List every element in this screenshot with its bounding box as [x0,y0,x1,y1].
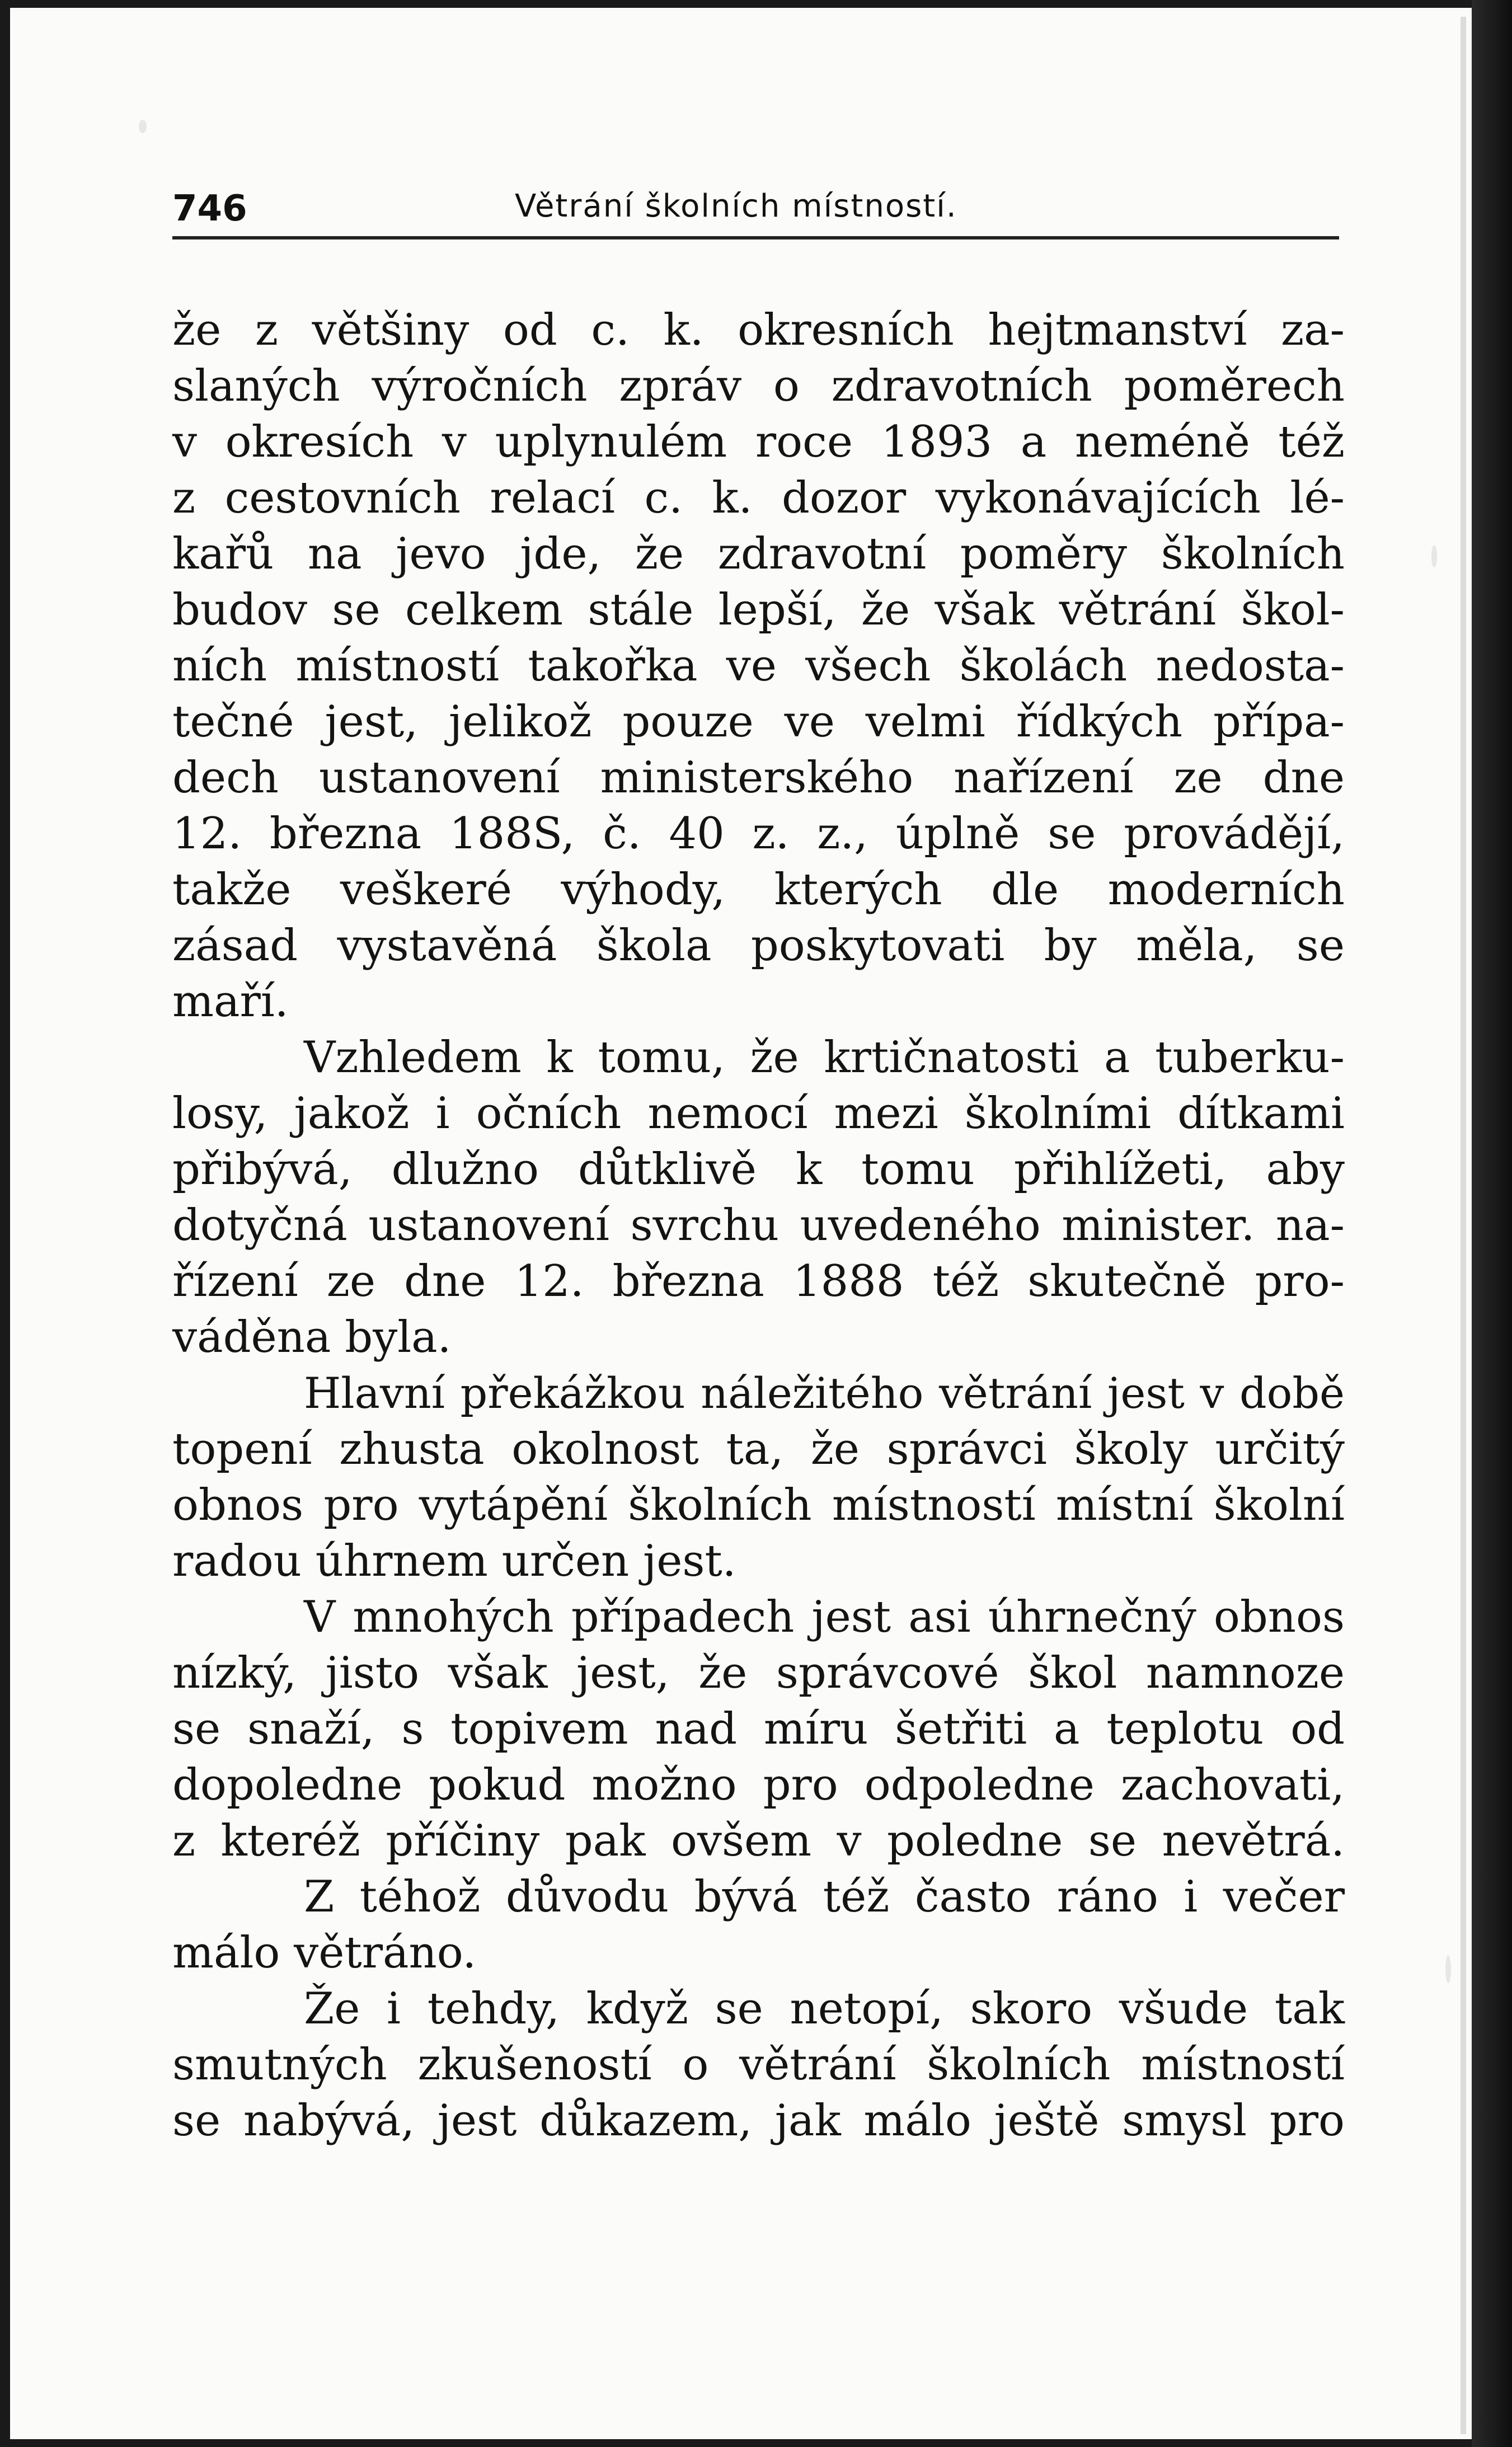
text-line: Že i tehdy, když se netopí, skoro všude tak [304,1984,1345,2034]
text-line: obnos pro vytápění školních místností místní školní [172,1480,1345,1530]
paragraph [172,1365,1345,1589]
body-text [172,302,1345,2149]
paragraph [172,1869,1345,1981]
text-line: losy, jakož i očních nemocí mezi školními dítkami [172,1088,1345,1139]
book-spine-shadow [1472,0,1512,2447]
text-line: z cestovních relací c. k. dozor vykonávajících lé- [172,473,1345,523]
paragraph [172,302,1345,1030]
text-line: V mnohých případech jest asi úhrnečný obnos [304,1592,1345,1642]
text-line: váděna byla. [172,1312,452,1363]
text-line: 12. března 188S, č. 40 z. z., úplně se provádějí, [172,809,1345,859]
text-line: málo větráno. [172,1928,477,1978]
text-line: Vzhledem k tomu, že krtičnatosti a tuberku- [304,1032,1345,1083]
text-line: smutných zkušeností o větrání školních místností [172,2040,1345,2090]
text-line: se snaží, s topivem nad míru šetřiti a teplotu od [172,1704,1345,1754]
running-title: Větrání školních místností. [515,188,957,224]
text-line: se nabývá, jest důkazem, jak málo ještě smysl pro [172,2096,1345,2146]
text-line: budov se celkem stále lepší, že však větrání škol- [172,585,1345,635]
text-line: Hlavní překážkou náležitého větrání jest v době [304,1368,1345,1418]
text-line: takže veškeré výhody, kterých dle moderních [172,865,1345,915]
text-line: že z většiny od c. k. okresních hejtmanství za- [172,305,1345,355]
text-line: přibývá, dlužno důtklivě k tomu přihlížeti, aby [172,1144,1345,1195]
text-line: kařů na jevo jde, že zdravotní poměry školních [172,529,1345,579]
paper-stain [1431,545,1437,567]
header-rule [172,236,1339,239]
page-header [172,180,1339,242]
page-number: 746 [172,188,247,229]
paragraph [172,1589,1345,1869]
text-line: dopoledne pokud možno pro odpoledne zachovati, [172,1760,1345,1810]
paragraph [172,1981,1345,2149]
text-line: dech ustanovení ministerského nařízení ze dne [172,753,1345,803]
paper-stain [1445,1955,1451,1983]
text-line: dotyčná ustanovení svrchu uvedeného minister. na- [172,1200,1345,1251]
paragraph [172,1030,1345,1365]
text-line: řízení ze dne 12. března 1888 též skutečně pro- [172,1256,1345,1307]
text-line: ních místností takořka ve všech školách nedosta- [172,641,1345,691]
text-line: slaných výročních zpráv o zdravotních poměrech [172,361,1345,411]
page-edge [1461,17,1466,2434]
text-line: topení zhusta okolnost ta, že správci školy určitý [172,1424,1345,1474]
text-line: v okresích v uplynulém roce 1893 a neméně též [172,417,1345,467]
text-line: zásad vystavěná škola poskytovati by měla, se [172,920,1345,971]
text-line: radou úhrnem určen jest. [172,1536,736,1586]
text-line: Z téhož důvodu bývá též často ráno i večer [304,1872,1345,1922]
text-line: z kteréž příčiny pak ovšem v poledne se nevětrá. [172,1816,1345,1866]
text-line: tečné jest, jelikož pouze ve velmi řídkých přípa- [172,697,1345,747]
text-line: nízký, jisto však jest, že správcové škol namnoze [172,1648,1345,1698]
paper-stain [139,120,147,133]
text-line: maří. [172,976,289,1027]
